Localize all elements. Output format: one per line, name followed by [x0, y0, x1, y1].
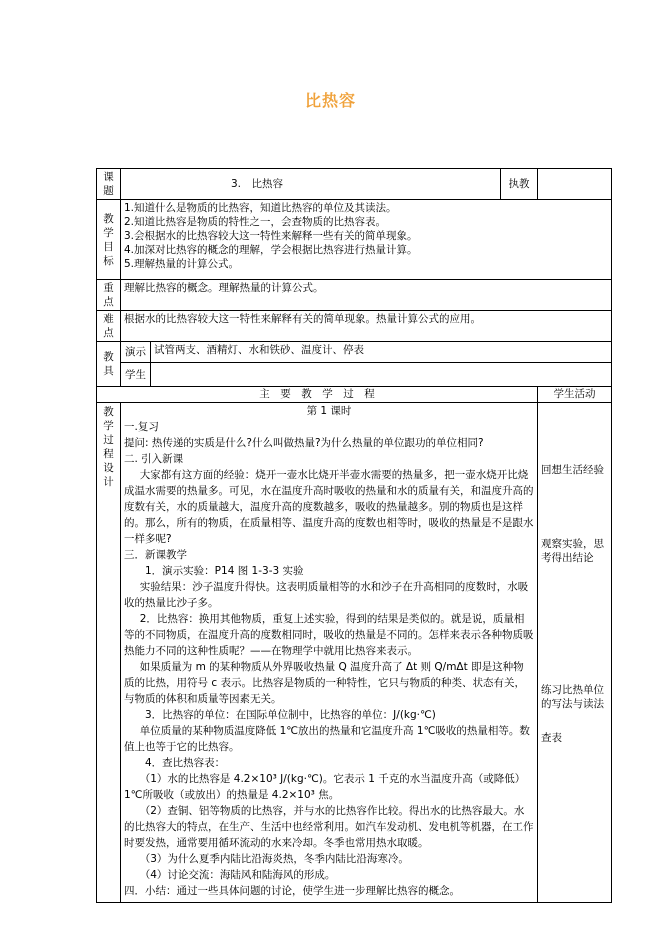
difficulty-text: 根据水的比热容较大这一特性来解释有关的简单现象。热量计算公式的应用。 — [121, 311, 612, 342]
goals-label: 教学目标 — [97, 200, 121, 280]
student-activities — [538, 403, 612, 903]
goals-list — [121, 200, 612, 280]
process-header-row — [97, 387, 612, 403]
goal-item: 5.理解热量的计算公式。 — [124, 258, 240, 270]
process-line: 第 1 课时 — [306, 405, 352, 417]
process-line: （2）查铜、铝等物质的比热容，并与水的比热容作比较。得出水的比热容最大。水的比热容大的特点，在生产、生活中也经常利用。如汽车发动机、发电机等机器，在工作时要发热，通常要用循环流动的水来冷却。冬季也常用热水取暖。 — [124, 805, 534, 849]
process-line: （3）为什么夏季内陆比沿海炎热，冬季内陆比沿海寒冷。 — [139, 853, 409, 865]
process-line: 提问: 热传递的实质是什么?什么叫做热量?为什么热量的单位跟功的单位相同? — [124, 437, 484, 449]
hours-label: 执教 — [501, 169, 538, 200]
process-line: 单位质量的某种物质温度降低 1℃放出的热量和它温度升高 1℃吸收的热量相等。数值上也等于它的比热容。 — [124, 725, 530, 753]
process-line: 4．查比热容表： — [145, 757, 226, 769]
lesson-plan-table — [96, 168, 612, 903]
process-side-label-text: 教学过程设计 — [103, 406, 114, 488]
tools-demo-value: 试管两支、酒精灯、水和铁砂、温度计、停表 — [151, 342, 612, 363]
difficulty-row — [97, 311, 612, 342]
process-line: 三．新课教学 — [124, 549, 187, 561]
key-points-label: 重点 — [97, 280, 121, 311]
topic-label: 课题 — [97, 169, 121, 200]
process-line: 实验结果：沙子温度升得快。这表明质量相等的水和沙子在升高相同的度数时，水吸收的热量比沙子多。 — [124, 581, 529, 609]
goal-item: 4.加深对比热容的概念的理解，学会根据比热容进行热量计算。 — [124, 244, 418, 256]
tools-label: 教具 — [97, 342, 121, 387]
key-points-row — [97, 280, 612, 311]
activity-item: 练习比热单位的写法与读法 — [541, 684, 604, 710]
page-title: 比热容 — [304, 91, 356, 110]
goal-item: 2.知道比热容是物质的特性之一，会查物质的比热容表。 — [124, 216, 387, 228]
key-points-text: 理解比热容的概念。理解热量的计算公式。 — [121, 280, 612, 311]
tools-student-value — [151, 363, 612, 387]
tools-demo-label: 演示 — [121, 342, 151, 363]
topic-row — [97, 169, 612, 200]
process-header: 主 要 教 学 过 程 — [97, 387, 538, 403]
activity-item: 查表 — [541, 732, 562, 744]
process-line: 四．小结：通过一些具体问题的讨论，使学生进一步理解比热容的概念。 — [124, 885, 460, 897]
process-side-label — [97, 403, 121, 903]
tools-demo-row — [97, 342, 612, 363]
process-line: 2．比热容：换用其他物质，重复上述实验，得到的结果是类似的。就是说，质量相等的不同物质，在温度升高的度数相同时，吸收的热量是不同的。怎样来表示各种物质吸热能力不同的这种性质呢？——在物理学中就用比热容来表示。 — [124, 613, 534, 657]
process-line: 如果质量为 m 的某种物质从外界吸收热量 Q 温度升高了 Δt 则 Q/mΔt 即是这种物质的比热，用符号 c 表示。比热容是物质的一种特性，它只与物质的种类、状态有关，与物质的体积和质量等因素无关。 — [124, 661, 525, 705]
process-body-row — [97, 403, 612, 903]
difficulty-label: 难点 — [97, 311, 121, 342]
activity-item: 回想生活经验 — [541, 464, 604, 476]
tools-student-row — [97, 363, 612, 387]
goal-item: 1.知道什么是物质的比热容，知道比热容的单位及其读法。 — [124, 202, 397, 214]
goal-item: 3.会根据水的比热容较大这一特性来解释一些有关的简单现象。 — [124, 230, 418, 242]
process-content — [121, 403, 538, 903]
activity-item: 观察实验，思考得出结论 — [541, 538, 604, 564]
process-line: （4）讨论交流：海陆风和陆海风的形成。 — [139, 869, 336, 881]
hours-value — [538, 169, 612, 200]
process-line: 大家都有这方面的经验：烧开一壶水比烧开半壶水需要的热量多，把一壶水烧开比烧成温水需要的热量多。可见，水在温度升高时吸收的热量和水的质量有关，和温度升高的度数有关，水的质量越大，温度升高的度数越多，吸收的热量越多。别的物质也是这样的。那么，所有的物质，在质量相等、温度升高的度数也相等时，吸收的热量是不是跟水一样多呢? — [124, 469, 534, 545]
process-line: 1．演示实验：P14 图 1-3-3 实验 — [145, 565, 304, 577]
process-line: 3．比热容的单位：在国际单位制中，比热容的单位：J/(kg·℃) — [145, 709, 436, 721]
process-line: （1）水的比热容是 4.2×10³ J/(kg·℃)。它表示 1 千克的水当温度升高（或降低）1℃所吸收（或放出）的热量是 4.2×10³ 焦。 — [124, 773, 526, 801]
activity-header: 学生活动 — [538, 387, 612, 403]
goals-row — [97, 200, 612, 280]
process-line: 一.复习 — [124, 421, 159, 433]
topic-value: 3. 比热容 — [121, 169, 501, 200]
process-line: 二. 引入新课 — [124, 453, 184, 465]
tools-student-label: 学生 — [121, 363, 151, 387]
